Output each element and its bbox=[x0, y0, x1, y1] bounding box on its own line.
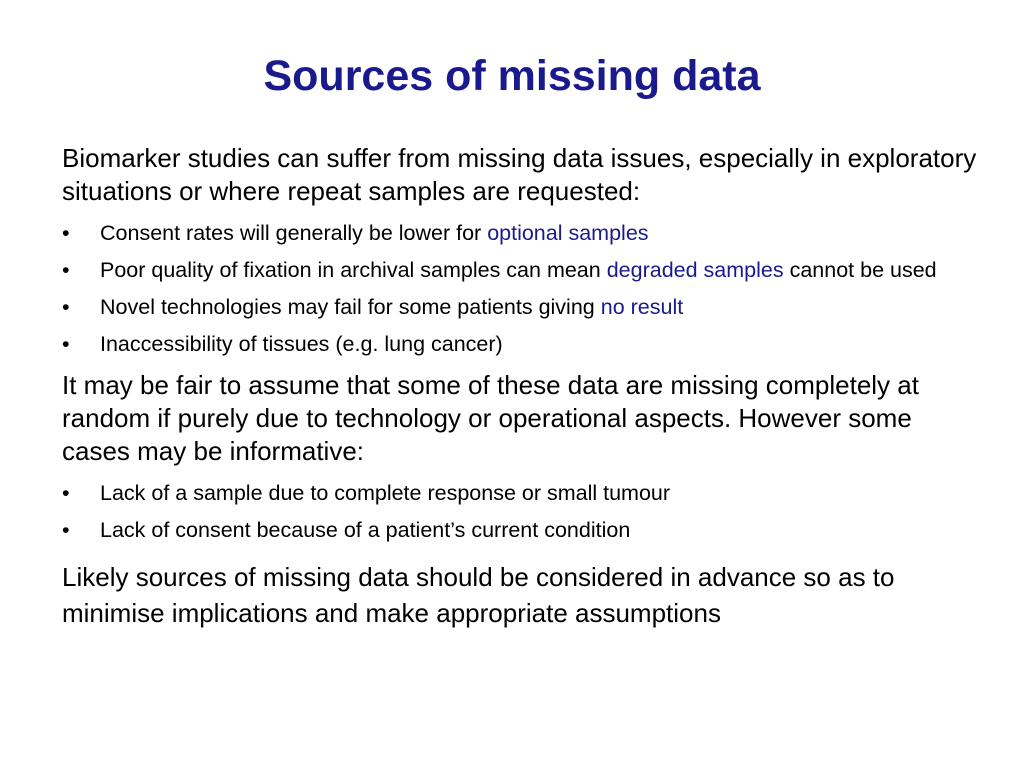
bullet-icon: • bbox=[62, 332, 70, 356]
bullet-list-sources bbox=[62, 218, 982, 359]
bullet-icon: • bbox=[62, 221, 70, 245]
bullet-highlight: degraded samples bbox=[606, 258, 784, 282]
bullet-text: Novel technologies may fail for some patients giving bbox=[100, 295, 601, 319]
intro-paragraph: Biomarker studies can suffer from missing data issues, especially in exploratory situations or where repeat samples are requested: bbox=[62, 143, 977, 206]
slide-body bbox=[62, 142, 982, 641]
bullet-item bbox=[62, 255, 982, 285]
bullet-item bbox=[62, 329, 982, 359]
bullet-icon: • bbox=[62, 518, 70, 542]
bullet-text: Consent rates will generally be lower for bbox=[100, 221, 488, 245]
bullet-text: Lack of consent because of a patient’s current condition bbox=[100, 518, 631, 542]
bullet-icon: • bbox=[62, 481, 70, 505]
bullet-icon: • bbox=[62, 258, 70, 282]
bullet-text-after: cannot be used bbox=[783, 258, 937, 282]
slide-title: Sources of missing data bbox=[263, 52, 761, 100]
bullet-item bbox=[62, 478, 982, 508]
bullet-text: Inaccessibility of tissues (e.g. lung cancer) bbox=[100, 332, 503, 356]
bullet-icon: • bbox=[62, 295, 70, 319]
bullet-item bbox=[62, 292, 982, 322]
bullet-item bbox=[62, 515, 982, 545]
bullet-text: Lack of a sample due to complete response or small tumour bbox=[100, 481, 671, 505]
bullet-item bbox=[62, 218, 982, 248]
bullet-list-informative bbox=[62, 478, 982, 545]
bullet-text: Poor quality of fixation in archival samples can mean bbox=[100, 258, 607, 282]
conclusion-paragraph: Likely sources of missing data should be considered in advance so as to minimise implications and make appropriate assumptions bbox=[62, 562, 895, 628]
bullet-highlight: no result bbox=[600, 295, 684, 319]
middle-paragraph: It may be fair to assume that some of these data are missing completely at random if purely due to technology or operational aspects. However some cases may be informative: bbox=[62, 370, 919, 466]
bullet-highlight: optional samples bbox=[487, 221, 649, 245]
